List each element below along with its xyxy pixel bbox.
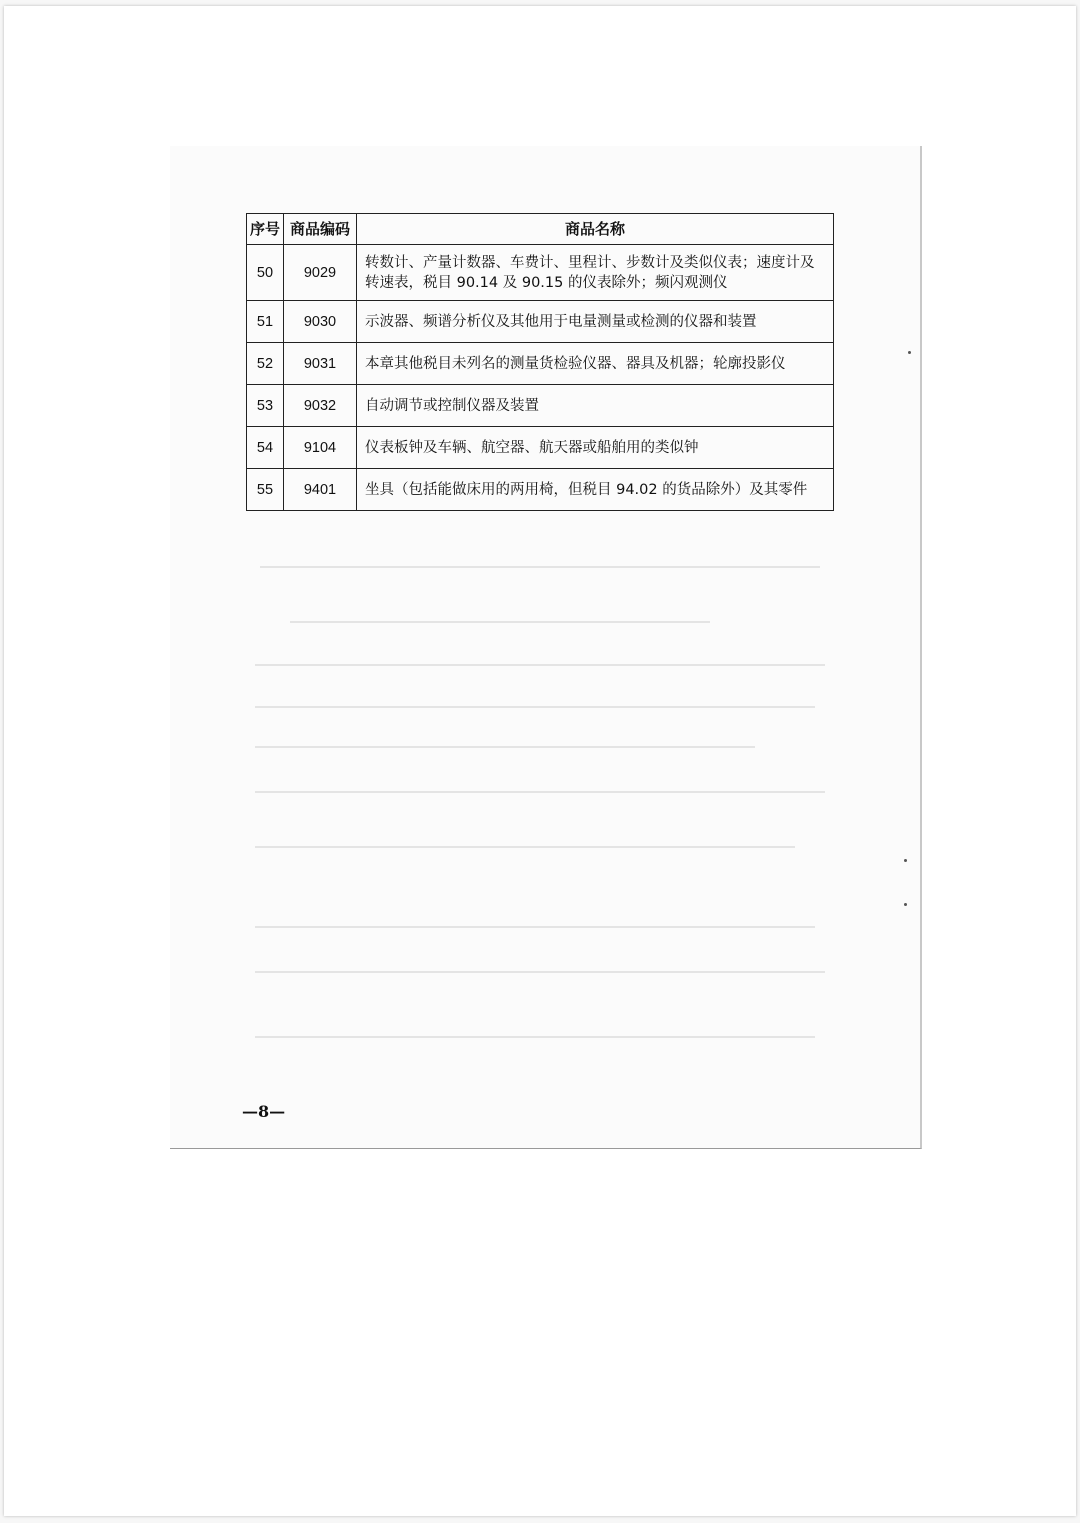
row-serial-number: 55 bbox=[247, 469, 284, 511]
bleed-through-line bbox=[255, 706, 815, 708]
document-sheet bbox=[4, 6, 1076, 1516]
bleed-through-line bbox=[260, 566, 820, 568]
page-number: —8— bbox=[242, 1102, 286, 1121]
header-goods-code: 商品编码 bbox=[284, 214, 357, 245]
bleed-through-line bbox=[255, 664, 825, 666]
scan-speck bbox=[908, 351, 911, 354]
row-serial-number: 51 bbox=[247, 301, 284, 343]
bleed-through-line bbox=[290, 621, 710, 623]
scan-speck bbox=[904, 859, 907, 862]
bleed-through-line bbox=[255, 746, 755, 748]
scan-speck bbox=[904, 903, 907, 906]
row-goods-code: 9104 bbox=[284, 427, 357, 469]
row-goods-name: 自动调节或控制仪器及装置 bbox=[357, 385, 834, 427]
row-goods-name: 本章其他税目未列名的测量货检验仪器、器具及机器；轮廓投影仪 bbox=[357, 343, 834, 385]
header-serial-number: 序号 bbox=[247, 214, 284, 245]
row-goods-code: 9029 bbox=[284, 245, 357, 301]
row-goods-name: 示波器、频谱分析仪及其他用于电量测量或检测的仪器和装置 bbox=[357, 301, 834, 343]
row-goods-name: 坐具（包括能做床用的两用椅，但税目 94.02 的货品除外）及其零件 bbox=[357, 469, 834, 511]
bleed-through-line bbox=[255, 926, 815, 928]
row-goods-code: 9031 bbox=[284, 343, 357, 385]
row-goods-code: 9030 bbox=[284, 301, 357, 343]
bleed-through-line bbox=[255, 1036, 815, 1038]
row-serial-number: 53 bbox=[247, 385, 284, 427]
bleed-through-line bbox=[255, 846, 795, 848]
header-goods-name: 商品名称 bbox=[357, 214, 834, 245]
scanned-page bbox=[170, 146, 922, 1149]
table-row bbox=[247, 469, 834, 511]
row-serial-number: 50 bbox=[247, 245, 284, 301]
row-goods-name: 仪表板钟及车辆、航空器、航天器或船舶用的类似钟 bbox=[357, 427, 834, 469]
table-row bbox=[247, 301, 834, 343]
table-row bbox=[247, 245, 834, 301]
bleed-through-line bbox=[255, 971, 825, 973]
table-row bbox=[247, 427, 834, 469]
row-goods-name: 转数计、产量计数器、车费计、里程计、步数计及类似仪表；速度计及转速表，税目 90.14 及 90.15 的仪表除外；频闪观测仪 bbox=[357, 245, 834, 301]
row-serial-number: 52 bbox=[247, 343, 284, 385]
bleed-through-line bbox=[255, 791, 825, 793]
table-row bbox=[247, 343, 834, 385]
table-row bbox=[247, 385, 834, 427]
goods-table bbox=[246, 213, 834, 511]
row-goods-code: 9401 bbox=[284, 469, 357, 511]
table-header-row bbox=[247, 214, 834, 245]
row-serial-number: 54 bbox=[247, 427, 284, 469]
row-goods-code: 9032 bbox=[284, 385, 357, 427]
